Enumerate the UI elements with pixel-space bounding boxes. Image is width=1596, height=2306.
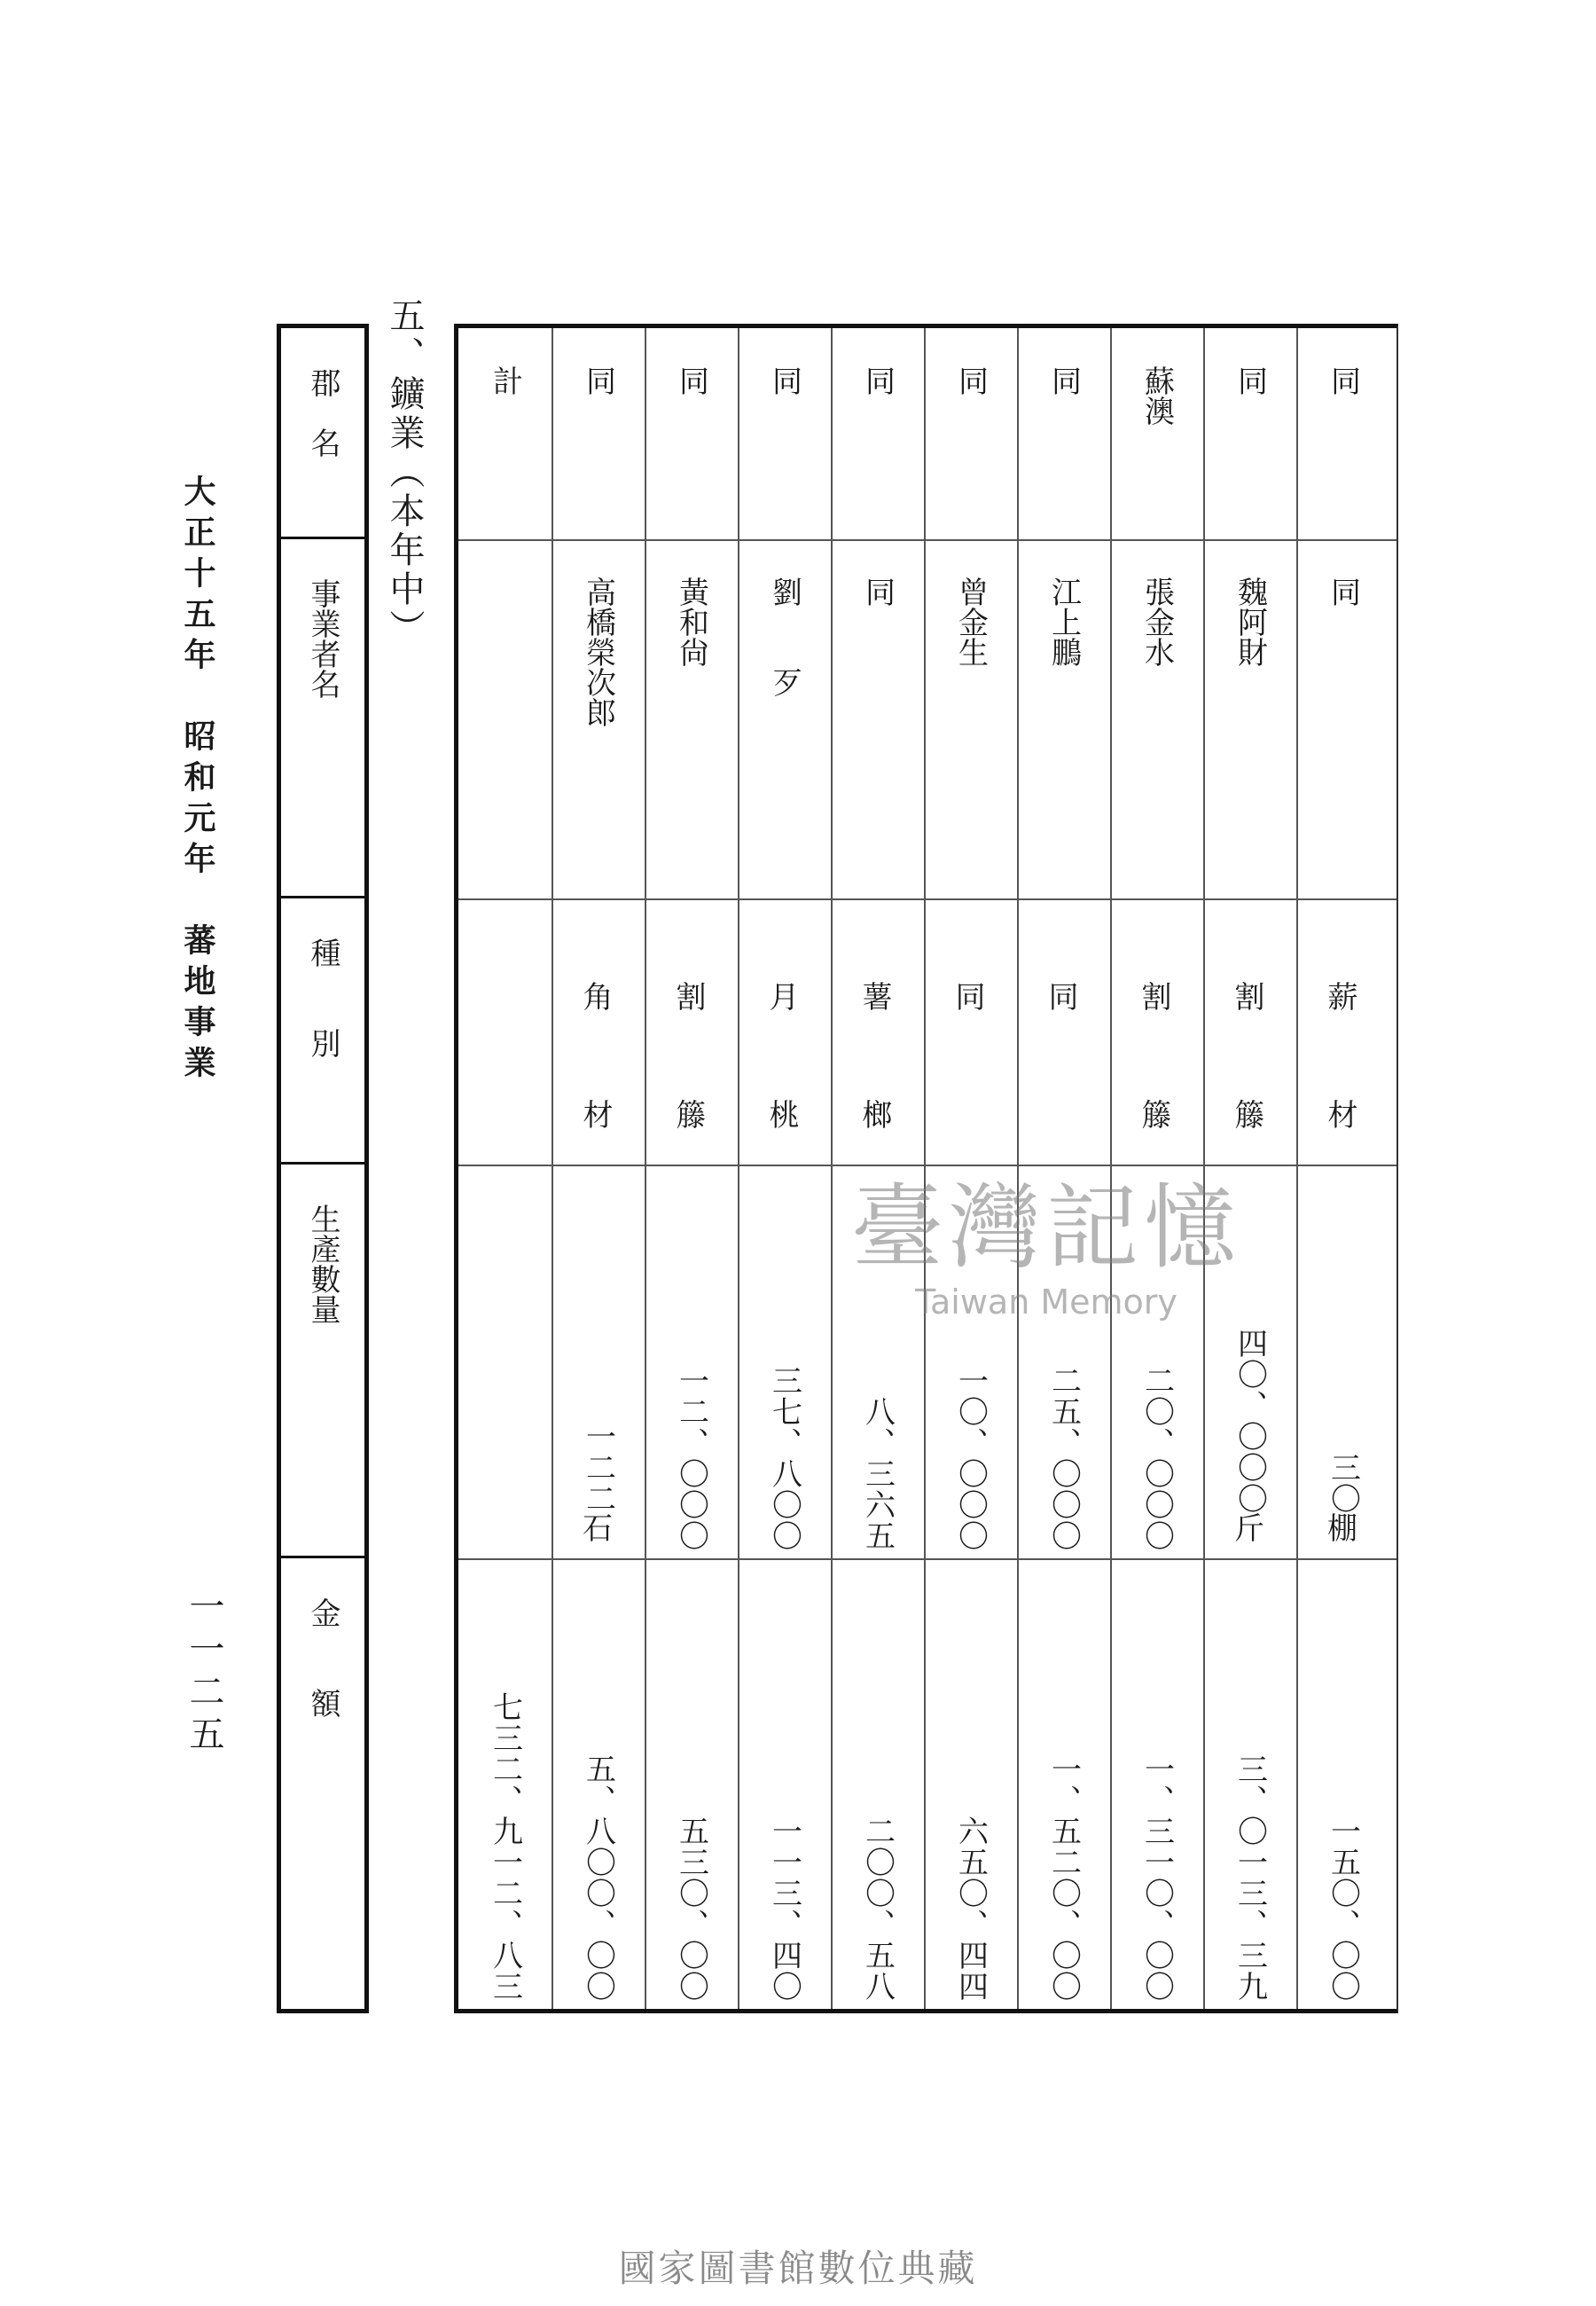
- watermark: [798, 1153, 1295, 1330]
- cell-name-text: 魏阿財: [1232, 576, 1268, 667]
- cell-gun-text: 同: [1232, 365, 1268, 396]
- header-gun: 郡 名: [281, 328, 364, 539]
- cell-amount-text: 一一三、四〇: [766, 1816, 802, 2002]
- cell-kind: [1203, 898, 1296, 1165]
- cell-name-text: 江上鵬: [1045, 576, 1082, 667]
- cell-kind-text: 割 籐: [676, 980, 707, 1133]
- cell-gun-text: 同: [952, 365, 989, 396]
- total-label: [458, 328, 552, 539]
- cell-amount-text: 一、三一〇、〇〇: [1138, 1753, 1175, 2002]
- cell-name-text: 高橋榮次郎: [580, 576, 616, 727]
- cell-kind: [645, 898, 738, 1165]
- cell-amount: [924, 1558, 1017, 2009]
- header-name: 事業者名: [281, 539, 364, 898]
- cell-name: [1296, 539, 1389, 898]
- cell-name: [1110, 539, 1203, 898]
- cell-name: [552, 539, 645, 898]
- cell-amount-text: 一、五二〇、〇〇: [1045, 1753, 1082, 2002]
- cell-quantity-text: 八、三六五: [859, 1396, 896, 1551]
- cell-quantity-text: 四〇、〇〇〇斤: [1232, 1328, 1268, 1547]
- cell-gun: [1017, 328, 1110, 539]
- cell-name-text: 同: [1325, 576, 1361, 607]
- cell-kind: [552, 898, 645, 1165]
- cell-gun-text: 蘇澳: [1138, 365, 1175, 426]
- cell-gun-text: 同: [673, 365, 709, 396]
- cell-amount-text: 三、〇一三、三九: [1232, 1753, 1268, 2002]
- cell-name-text: 劉 歹: [766, 576, 802, 697]
- cell-kind-text: 薪 材: [1327, 980, 1358, 1133]
- cell-gun: [738, 328, 831, 539]
- cell-kind-text: 同: [1048, 980, 1079, 1016]
- cell-name: [924, 539, 1017, 898]
- cell-amount: [738, 1558, 831, 2009]
- cell-gun: [831, 328, 924, 539]
- cell-amount: [831, 1558, 924, 2009]
- cell-gun: [1203, 328, 1296, 539]
- cell-quantity-text: 三七、八〇〇: [766, 1365, 802, 1551]
- cell-gun: [924, 328, 1017, 539]
- header-kind: 種 別: [281, 898, 364, 1165]
- cell-amount: [1017, 1558, 1110, 2009]
- running-header: 大正十五年 昭和元年 蕃地事業: [179, 475, 216, 1086]
- cell-quantity: [645, 1165, 738, 1558]
- watermark-subtitle: Taiwan Memory: [915, 1282, 1177, 1322]
- quantity-unit: 棚: [1327, 1511, 1358, 1547]
- cell-quantity: [552, 1165, 645, 1558]
- cell-gun: [645, 328, 738, 539]
- cell-amount: [1110, 1558, 1203, 2009]
- cell-kind-text: 割 籐: [1234, 980, 1265, 1133]
- cell-gun: [552, 328, 645, 539]
- cell-kind-text: 割 籐: [1141, 980, 1172, 1133]
- cell-kind-text: 薯 榔: [862, 980, 893, 1133]
- cell-name: [1203, 539, 1296, 898]
- cell-kind: [924, 898, 1017, 1165]
- total-label-text: 計: [487, 365, 523, 396]
- page-number: 一一二五: [184, 1588, 224, 1758]
- cell-gun-text: 同: [766, 365, 802, 396]
- cell-amount: [1203, 1558, 1296, 2009]
- cell-kind: [1110, 898, 1203, 1165]
- header-quantity: 生產數量: [281, 1165, 364, 1558]
- cell-kind: [831, 898, 924, 1165]
- cell-amount: [645, 1558, 738, 2009]
- cell-name: [738, 539, 831, 898]
- quantity-unit: 斤: [1234, 1511, 1265, 1547]
- header-amount: 金 額: [305, 1597, 340, 1718]
- cell-kind-text: 角 材: [583, 980, 614, 1133]
- watermark-title: 臺灣記憶: [850, 1173, 1241, 1282]
- cell-name-text: 張金水: [1138, 576, 1175, 667]
- cell-amount-text: 五、八〇〇、〇〇: [580, 1753, 616, 2002]
- cell-quantity-text: 一二、〇〇〇: [673, 1365, 709, 1551]
- cell-quantity-text: 一二二石: [580, 1421, 616, 1547]
- cell-quantity-text: 三〇棚: [1325, 1452, 1361, 1547]
- cell-gun: [1296, 328, 1389, 539]
- cell-kind-text: 同: [955, 980, 986, 1016]
- column-header-table: [277, 324, 369, 2013]
- cell-gun-text: 同: [1325, 365, 1361, 396]
- cell-name-text: 同: [859, 576, 896, 607]
- cell-kind: [1017, 898, 1110, 1165]
- cell-amount-text: 五三〇、〇〇: [673, 1816, 709, 2002]
- cell-amount-text: 一五〇、〇〇: [1325, 1816, 1361, 2002]
- cell-gun-text: 同: [859, 365, 896, 396]
- cell-gun-text: 同: [580, 365, 616, 396]
- cell-quantity: [1296, 1165, 1389, 1558]
- cell-kind-text: 月 桃: [769, 980, 800, 1133]
- cell-gun: [1110, 328, 1203, 539]
- total-amount: [458, 1558, 552, 2009]
- cell-name-text: 黃和尙: [673, 576, 709, 667]
- cell-quantity-text: 一〇、〇〇〇: [952, 1365, 989, 1551]
- cell-name: [1017, 539, 1110, 898]
- cell-amount-text: 二〇〇、五八: [859, 1816, 896, 2002]
- cell-amount-text: 六五〇、四四: [952, 1816, 989, 2002]
- cell-name: [645, 539, 738, 898]
- cell-kind: [738, 898, 831, 1165]
- footer-library-credit: 國家圖書館數位典藏: [618, 2247, 978, 2290]
- cell-kind: [1296, 898, 1389, 1165]
- cell-quantity-text: 二五、〇〇〇: [1045, 1365, 1082, 1551]
- cell-quantity-text: 二〇、〇〇〇: [1138, 1365, 1175, 1551]
- total-amount-text: 七三二、九一二、八三: [487, 1691, 523, 2002]
- cell-gun-text: 同: [1045, 365, 1082, 396]
- cell-amount: [552, 1558, 645, 2009]
- cell-name: [831, 539, 924, 898]
- cell-name-text: 曾金生: [952, 576, 989, 667]
- quantity-unit: 石: [583, 1511, 614, 1547]
- section-heading: 五、鑛業（本年中）: [384, 297, 425, 648]
- cell-amount: [1296, 1558, 1389, 2009]
